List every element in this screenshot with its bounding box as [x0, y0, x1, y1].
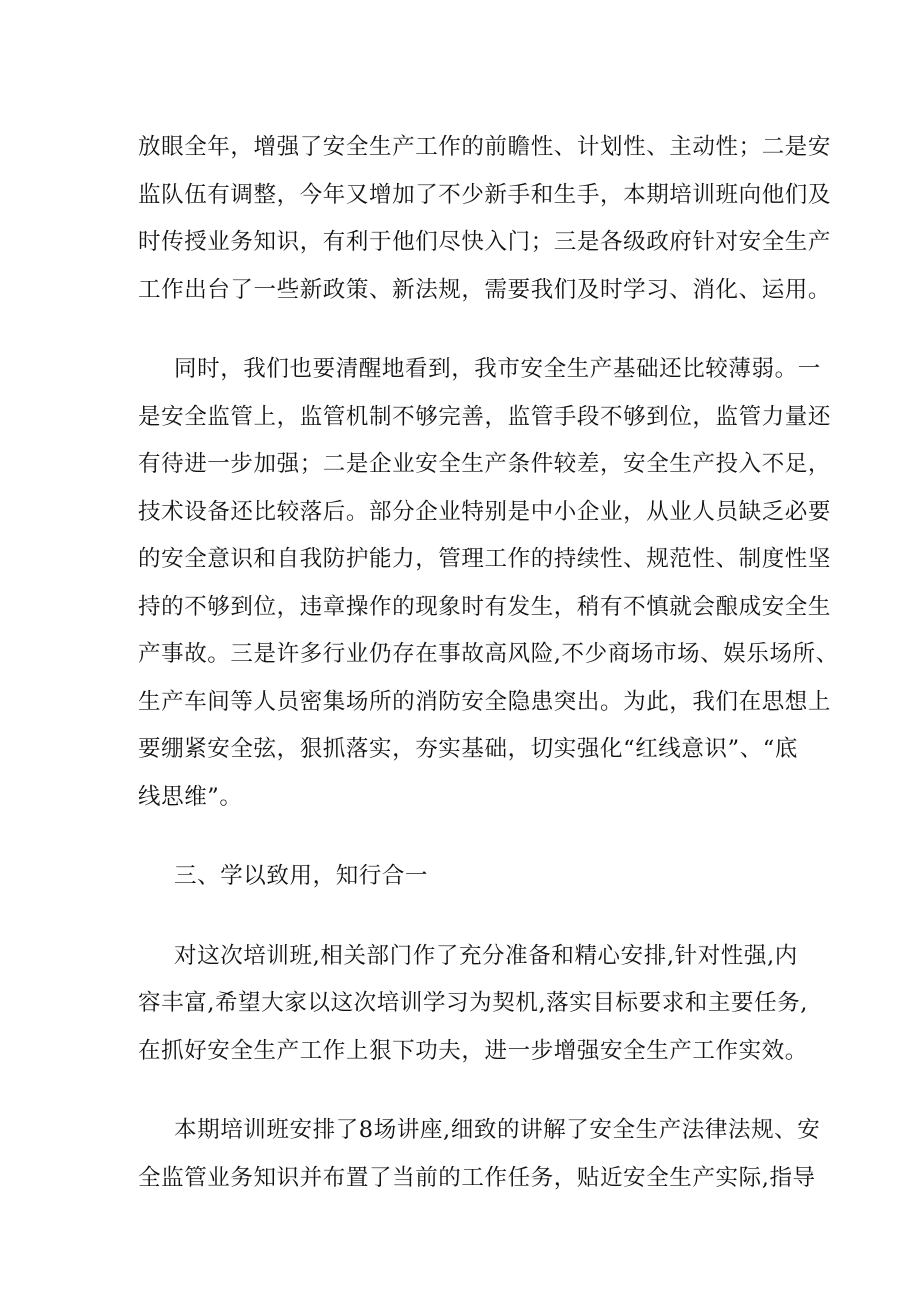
paragraph-3 — [138, 933, 809, 1076]
text-line: 的安全意识和自我防护能力，管理工作的持续性、规范性、制度性坚 — [138, 546, 832, 572]
text-line: 放眼全年，增强了安全生产工作的前瞻性、计划性、主动性；二是安 — [138, 134, 832, 160]
section-heading: 三、学以致用，知行合一 — [174, 863, 429, 889]
text-line: 对这次培训班,相关部门作了充分准备和精心安排,针对性强,内 — [174, 942, 798, 969]
paragraph-2 — [138, 346, 839, 821]
text-line: 容丰富,希望大家以这次培训学习为契机,落实目标要求和主要任务, — [138, 990, 809, 1016]
text-line: 持的不够到位，违章操作的现象时有发生，稍有不慎就会酿成安全生 — [138, 593, 832, 620]
text-line: 同时，我们也要清醒地看到，我市安全生产基础还比较薄弱。一 — [174, 356, 821, 382]
text-line: 工作出台了一些新政策、新法规，需要我们及时学习、消化、运用。 — [138, 276, 832, 303]
text-line: 时传授业务知识，有利于他们尽快入门；三是各级政府针对安全生产 — [138, 229, 832, 255]
text-line: 产事故。三是许多行业仍存在事故高风险,不少商场市场、娱乐场所、 — [138, 641, 839, 667]
paragraph-4 — [138, 1107, 821, 1202]
text-line: 监队伍有调整，今年又增加了不少新手和生手，本期培训班向他们及 — [138, 181, 832, 208]
document-body — [138, 124, 839, 1234]
text-line: 技术设备还比较落后。部分企业特别是中小企业，从业人员缺乏必要 — [138, 498, 832, 525]
paragraph-1 — [138, 124, 832, 314]
text-line: 要绷紧安全弦，狠抓落实，夯实基础，切实强化“红线意识”、“底 — [138, 736, 799, 762]
text-line: 生产车间等人员密集场所的消防安全隐患突出。为此，我们在思想上 — [138, 688, 832, 715]
text-line: 线思维”。 — [138, 783, 243, 810]
text-line: 全监管业务知识并布置了当前的工作任务，贴近安全生产实际,指导 — [138, 1164, 816, 1191]
text-line: 本期培训班安排了8场讲座,细致的讲解了安全生产法律法规、安 — [174, 1117, 821, 1143]
text-line: 是安全监管上，监管机制不够完善，监管手段不够到位，监管力量还 — [138, 403, 832, 430]
text-line: 在抓好安全生产工作上狠下功夫，进一步增强安全生产工作实效。 — [138, 1037, 808, 1064]
text-line: 有待进一步加强；二是企业安全生产条件较差，安全生产投入不足， — [138, 451, 832, 477]
